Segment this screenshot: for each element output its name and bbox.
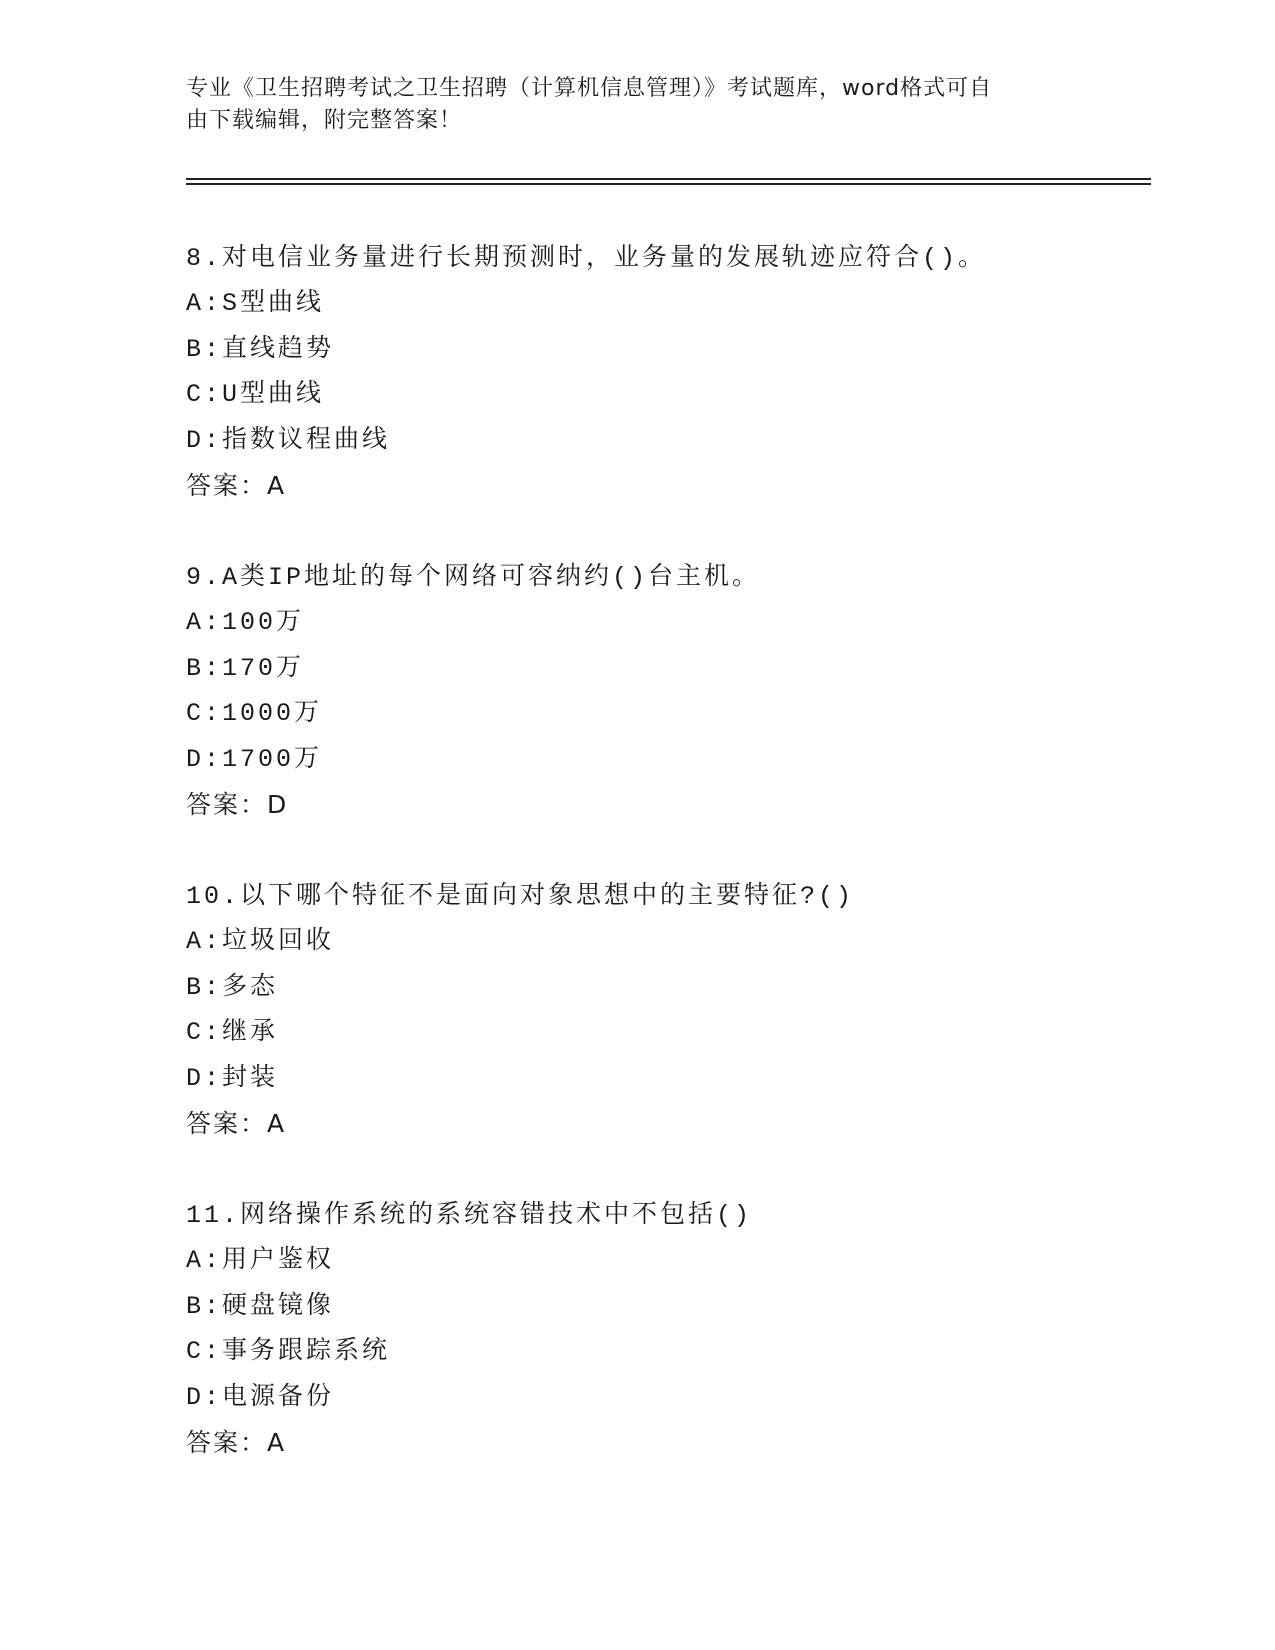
option-c xyxy=(186,372,1146,417)
question-list xyxy=(186,236,1146,1512)
option-letter: A: xyxy=(186,608,223,638)
option-letter: D: xyxy=(186,1063,223,1093)
answer-line: 答案：A xyxy=(186,1108,287,1138)
question-11 xyxy=(186,1193,1146,1512)
option-d xyxy=(186,1056,1146,1101)
option-text: 1000万 xyxy=(222,699,323,729)
header-line-1: 专业《卫生招聘考试之卫生招聘（计算机信息管理）》考试题库，word格式可自 xyxy=(186,76,993,101)
header-line-2: 由下载编辑，附完整答案！ xyxy=(186,108,463,133)
option-text: S型曲线 xyxy=(222,289,325,319)
option-text: 电源备份 xyxy=(222,1382,335,1412)
option-letter: C: xyxy=(186,1337,223,1367)
option-text: 100万 xyxy=(222,608,305,638)
question-stem: 9.A类IP地址的每个网络可容纳约()台主机。 xyxy=(186,563,761,592)
option-b xyxy=(186,327,1146,372)
option-text: 指数议程曲线 xyxy=(222,425,391,455)
option-b xyxy=(186,646,1146,691)
option-letter: A: xyxy=(186,1246,223,1276)
option-a xyxy=(186,281,1146,326)
option-b xyxy=(186,1284,1146,1329)
option-text: 170万 xyxy=(222,653,305,683)
question-stem: 10.以下哪个特征不是面向对象思想中的主要特征?() xyxy=(186,882,855,911)
option-a xyxy=(186,600,1146,645)
option-letter: D: xyxy=(186,744,223,774)
option-text: 多态 xyxy=(222,972,279,1002)
option-text: U型曲线 xyxy=(222,380,325,410)
option-letter: A: xyxy=(186,927,223,957)
option-letter: B: xyxy=(186,653,223,683)
option-text: 用户鉴权 xyxy=(222,1246,335,1276)
answer-line: 答案：A xyxy=(186,470,287,500)
question-9 xyxy=(186,555,1146,874)
option-d xyxy=(186,737,1146,782)
option-d xyxy=(186,1375,1146,1420)
option-letter: C: xyxy=(186,1018,223,1048)
option-c xyxy=(186,1010,1146,1055)
header-divider-top xyxy=(186,178,1151,180)
question-stem: 11.网络操作系统的系统容错技术中不包括() xyxy=(186,1201,753,1230)
option-text: 事务跟踪系统 xyxy=(222,1337,391,1367)
answer-line: 答案：D xyxy=(186,789,289,819)
question-8 xyxy=(186,236,1146,555)
option-text: 硬盘镜像 xyxy=(222,1291,335,1321)
option-d xyxy=(186,418,1146,463)
option-text: 封装 xyxy=(222,1063,279,1093)
option-c xyxy=(186,691,1146,736)
header-divider-bottom xyxy=(186,183,1151,185)
option-a xyxy=(186,919,1146,964)
question-stem: 8.对电信业务量进行长期预测时，业务量的发展轨迹应符合()。 xyxy=(186,244,987,273)
option-letter: B: xyxy=(186,1291,223,1321)
option-letter: B: xyxy=(186,972,223,1002)
option-c xyxy=(186,1329,1146,1374)
question-10 xyxy=(186,874,1146,1193)
option-b xyxy=(186,965,1146,1010)
option-letter: D: xyxy=(186,1382,223,1412)
answer-line: 答案：A xyxy=(186,1427,287,1457)
option-letter: C: xyxy=(186,699,223,729)
option-letter: D: xyxy=(186,425,223,455)
option-text: 直线趋势 xyxy=(222,334,335,364)
option-text: 垃圾回收 xyxy=(222,927,335,957)
option-letter: B: xyxy=(186,334,223,364)
option-letter: C: xyxy=(186,380,223,410)
document-header xyxy=(186,73,1086,137)
option-letter: A: xyxy=(186,289,223,319)
option-text: 1700万 xyxy=(222,744,323,774)
option-text: 继承 xyxy=(222,1018,279,1048)
option-a xyxy=(186,1238,1146,1283)
